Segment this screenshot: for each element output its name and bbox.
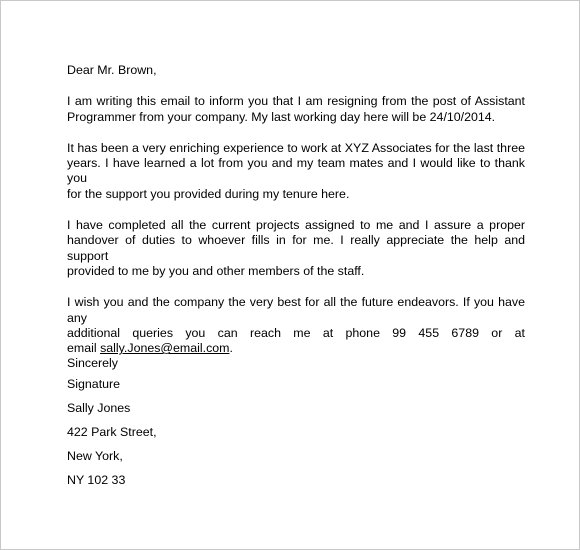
- email-prefix: email: [67, 341, 101, 356]
- paragraph-experience: [67, 141, 525, 202]
- signer-name: Sally Jones: [67, 401, 131, 415]
- letter-body: [67, 63, 525, 372]
- paragraph-line: Programmer from your company. My last working day here will be 24/10/2014.: [67, 109, 496, 124]
- paragraph-line: provided to me by you and other members of the staff.: [67, 263, 365, 278]
- closing: Sincerely: [67, 356, 118, 371]
- paragraph-line: additional queries you can reach me at phone 99 455 6789 or at: [67, 325, 525, 340]
- paragraph-line: handover of duties to whoever fills in for me. I really appreciate the help and support: [67, 233, 525, 263]
- paragraph-line: I have completed all the current projects assigned to me and I assure a proper: [67, 218, 525, 233]
- address-city: New York,: [67, 449, 123, 463]
- paragraph-line: years. I have learned a lot from you and my team mates and I would like to thank you: [67, 156, 525, 186]
- paragraph-line: I am writing this email to inform you that I am resigning from the post of Assistant: [67, 94, 525, 109]
- address-street: 422 Park Street,: [67, 425, 157, 439]
- email-link[interactable]: sally.Jones@email.com: [100, 341, 230, 356]
- signature-label: Signature: [67, 377, 121, 391]
- paragraph-line: It has been a very enriching experience to work at XYZ Associates for the last three: [67, 140, 525, 155]
- paragraph-handover: [67, 218, 525, 279]
- address-zip: NY 102 33: [67, 473, 126, 487]
- email-suffix: .: [229, 341, 233, 356]
- paragraph-line: for the support you provided during my tenure here.: [67, 186, 350, 201]
- salutation: Dear Mr. Brown,: [67, 63, 157, 77]
- paragraph-resignation: [67, 94, 525, 125]
- paragraph-line: I wish you and the company the very best for all the future endeavors. If you have any: [67, 295, 525, 325]
- email-line: [67, 341, 525, 356]
- signature-block: [67, 377, 157, 497]
- paragraph-wishes: [67, 295, 525, 371]
